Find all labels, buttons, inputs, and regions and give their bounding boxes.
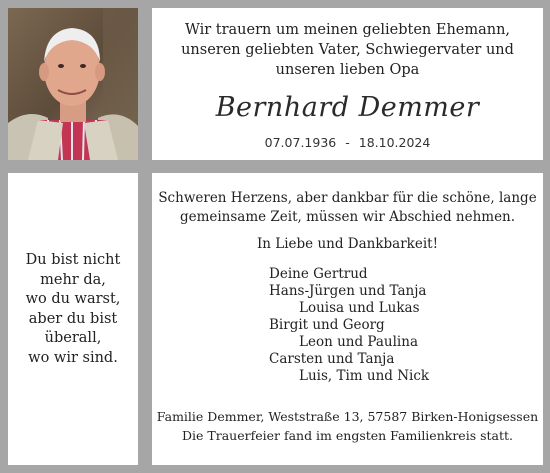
verse-line: aber du bist [28, 310, 118, 327]
life-dates [152, 135, 543, 150]
family-member: Deine Gertrud [269, 266, 368, 282]
birth-date: 07.07.1936 [264, 135, 337, 150]
intro-line: Wir trauern um meinen geliebten Ehemann, [184, 22, 511, 38]
footer-note [152, 407, 543, 445]
family-member: Louisa und Lukas [299, 300, 420, 316]
family-member: Birgit und Georg [269, 317, 385, 333]
main-panel [152, 173, 543, 465]
verse-line: mehr da, [40, 271, 106, 288]
family-member: Leon und Paulina [299, 334, 418, 350]
date-separator: - [345, 135, 350, 150]
intro-line: unseren lieben Opa [275, 62, 420, 78]
intro-text [152, 20, 543, 80]
family-member: Carsten und Tanja [269, 351, 395, 367]
portrait-image [8, 8, 138, 160]
verse-line: Du bist nicht [25, 252, 121, 268]
message-line: gemeinsame Zeit, müssen wir Abschied nehmen. [179, 209, 516, 225]
footer-line: Die Trauerfeier fand im engsten Familienkreis statt. [182, 428, 513, 443]
message-line: Schweren Herzens, aber dankbar für die schöne, lange [158, 190, 537, 206]
verse-panel [8, 173, 138, 465]
verse-line: überall, [44, 330, 102, 346]
death-date: 18.10.2024 [358, 135, 431, 150]
footer-line: Familie Demmer, Weststraße 13, 57587 Birken-Honigsessen [156, 409, 539, 424]
verse-line: wo wir sind. [28, 349, 118, 366]
family-member: Luis, Tim und Nick [299, 368, 430, 384]
deceased-name: Bernhard Demmer [215, 92, 480, 123]
family-member: Hans-Jürgen und Tanja [269, 283, 427, 299]
intro-line: unseren geliebten Vater, Schwiegervater und [181, 42, 514, 58]
thanks-line: In Liebe und Dankbarkeit! [256, 236, 439, 252]
memorial-verse [8, 251, 138, 368]
farewell-message [152, 189, 543, 227]
header-panel [152, 8, 543, 160]
family-list [269, 266, 429, 385]
verse-line: wo du warst, [25, 291, 121, 307]
portrait-photo [8, 8, 138, 160]
